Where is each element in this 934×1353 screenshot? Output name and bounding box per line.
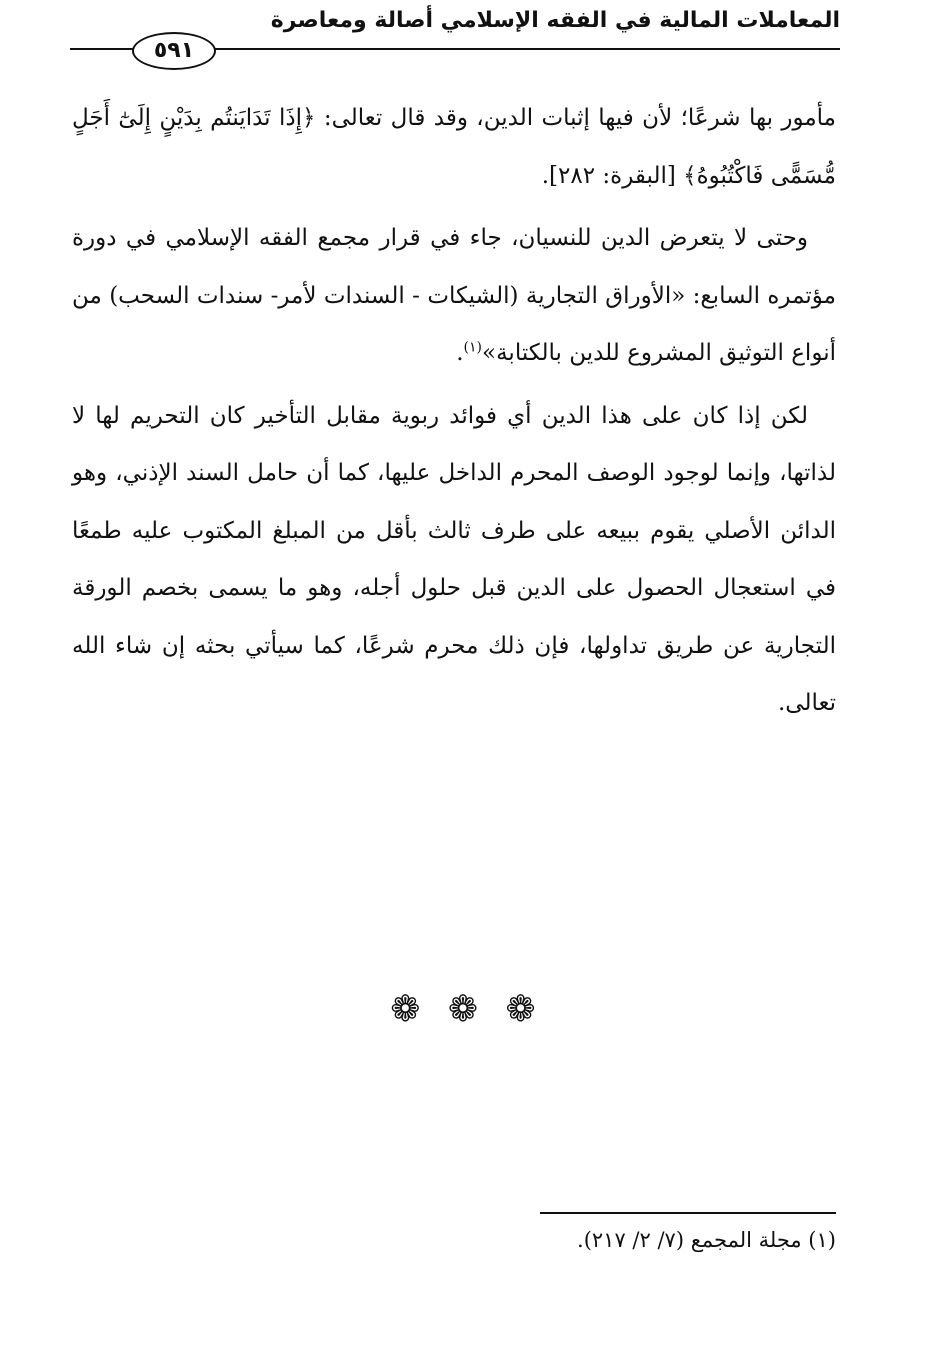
body-text xyxy=(72,90,836,733)
paragraph-2-end: . xyxy=(456,340,464,366)
section-end-ornament-icon: ❁ ❁ ❁ xyxy=(390,989,544,1030)
paragraph-1: مأمور بها شرعًا؛ لأن فيها إثبات الدين، وقد قال تعالى: ﴿إِذَا تَدَايَنتُم بِدَيْنٍ إِلَىٰٓ أَجَلٍ مُّسَمًّى فَاكْتُبُوهُ﴾ [البقرة: ٢٨٢]. xyxy=(72,105,836,189)
page-header xyxy=(70,6,840,66)
paragraph-2 xyxy=(72,210,836,383)
footnote-rule xyxy=(540,1212,836,1214)
footnote: (١) مجلة المجمع (٧/ ٢/ ٢١٧). xyxy=(577,1228,836,1252)
paragraph-3: لكن إذا كان على هذا الدين أي فوائد ربوية مقابل التأخير كان التحريم لها لا لذاتها، وإنما لوجود الوصف المحرم الداخل عليها، كما أن حامل السند الإذني، وهو الدائن الأصلي يقوم ببيعه على طرف ثالث بأقل من المبلغ المكتوب عليه طمعًا في استعجال الحصول على الدين قبل حلول أجله، وهو ما يسمى بخصم الورقة التجارية عن طريق تداولها، فإن ذلك محرم شرعًا، كما سيأتي بحثه إن شاء الله تعالى. xyxy=(72,402,836,716)
footnote-reference[interactable]: (١) xyxy=(463,339,483,356)
running-title: المعاملات المالية في الفقه الإسلامي أصالة ومعاصرة xyxy=(270,8,840,33)
page-number: ٥٩١ xyxy=(132,32,216,70)
paragraph-2-text: وحتى لا يتعرض الدين للنسيان، جاء في قرار مجمع الفقه الإسلامي في دورة مؤتمره السابع: «الأوراق التجارية (الشيكات - السندات لأمر- سندات السحب) من أنواع التوثيق المشروع للدين بالكتابة» xyxy=(72,225,836,366)
